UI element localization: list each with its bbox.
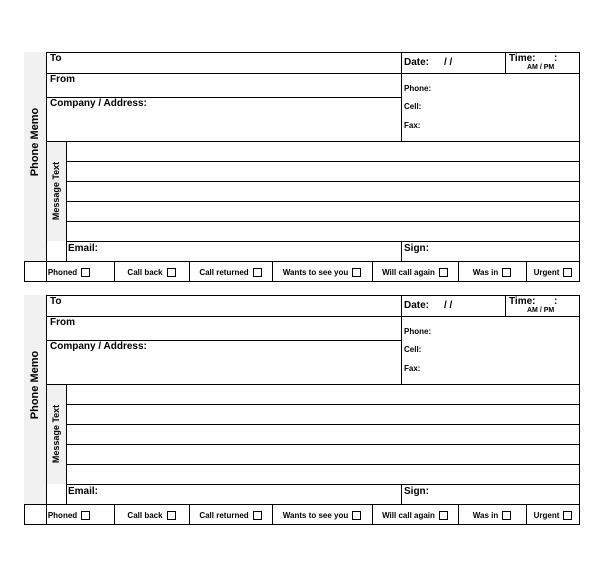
message-left <box>66 141 67 261</box>
message-line-1 <box>66 404 580 405</box>
checkbox-icon[interactable] <box>253 511 262 520</box>
message-line-1 <box>66 161 580 162</box>
border-left <box>46 295 47 525</box>
checkbox-icon[interactable] <box>439 511 448 520</box>
option-label: Was in <box>472 267 499 277</box>
checkbox-icon[interactable] <box>352 511 361 520</box>
checkbox-icon[interactable] <box>502 511 511 520</box>
option-wants-to-see-you[interactable] <box>272 505 372 525</box>
fax-label: Fax: <box>404 364 421 373</box>
checkbox-icon[interactable] <box>502 268 511 277</box>
option-was-in[interactable] <box>458 505 526 525</box>
company-address-label: Company / Address: <box>50 98 147 109</box>
cell-label: Cell: <box>404 345 422 354</box>
option-phoned[interactable] <box>24 262 114 282</box>
right-column-divider <box>401 52 402 141</box>
checkbox-icon[interactable] <box>352 268 361 277</box>
date-separators: / / <box>444 57 453 68</box>
checkbox-icon[interactable] <box>253 268 262 277</box>
phone-memo-form <box>24 295 580 525</box>
option-label: Call returned <box>199 267 249 277</box>
fax-label: Fax: <box>404 121 421 130</box>
sign-divider <box>401 241 402 261</box>
checkbox-icon[interactable] <box>167 511 176 520</box>
option-label: Wants to see you <box>282 510 349 520</box>
option-call-returned[interactable] <box>189 262 272 282</box>
border-left <box>46 52 47 282</box>
time-colon: : <box>554 53 558 64</box>
option-was-in[interactable] <box>458 262 526 282</box>
message-line-3 <box>66 201 580 202</box>
email-sign-top <box>66 241 580 242</box>
phone-memo-form <box>24 52 580 282</box>
sign-divider <box>401 484 402 504</box>
time-divider <box>505 52 506 73</box>
checkbox-icon[interactable] <box>439 268 448 277</box>
from-label: From <box>50 74 75 85</box>
email-sign-top <box>66 484 580 485</box>
option-will-call-again[interactable] <box>372 262 458 282</box>
option-urgent[interactable] <box>526 505 580 525</box>
from-label: From <box>50 317 75 328</box>
date-divider <box>401 73 579 74</box>
checkbox-icon[interactable] <box>81 511 90 520</box>
border-right <box>579 52 580 282</box>
am-pm-label: AM / PM <box>527 64 555 71</box>
to-divider <box>46 73 401 74</box>
option-call-back[interactable] <box>114 505 189 525</box>
checkbox-icon[interactable] <box>563 268 572 277</box>
option-label: Urgent <box>533 267 560 277</box>
option-phoned[interactable] <box>24 505 114 525</box>
email-label: Email: <box>68 486 99 497</box>
message-line-2 <box>66 424 580 425</box>
option-call-back[interactable] <box>114 262 189 282</box>
memo-title: Phone Memo <box>29 350 41 420</box>
header-bottom <box>46 141 580 142</box>
sign-label: Sign: <box>404 243 429 254</box>
time-label: Time: <box>509 296 536 307</box>
message-line-2 <box>66 181 580 182</box>
time-divider <box>505 295 506 316</box>
message-line-3 <box>66 444 580 445</box>
option-label: Will call again <box>382 510 435 520</box>
message-text-label: Message Text <box>51 404 61 464</box>
time-label: Time: <box>509 53 536 64</box>
checkbox-icon[interactable] <box>167 268 176 277</box>
email-label: Email: <box>68 243 99 254</box>
cell-label: Cell: <box>404 102 422 111</box>
option-label: Call back <box>127 510 163 520</box>
message-line-4 <box>66 221 580 222</box>
memo-title: Phone Memo <box>29 107 41 177</box>
checkbox-icon[interactable] <box>81 268 90 277</box>
message-left <box>66 384 67 504</box>
date-divider <box>401 316 579 317</box>
right-column-divider <box>401 295 402 384</box>
border-right <box>579 295 580 525</box>
option-label: Phoned <box>47 267 78 277</box>
option-label: Was in <box>472 510 499 520</box>
message-line-4 <box>66 464 580 465</box>
option-label: Wants to see you <box>282 267 349 277</box>
sign-label: Sign: <box>404 486 429 497</box>
checkbox-icon[interactable] <box>563 511 572 520</box>
option-call-returned[interactable] <box>189 505 272 525</box>
date-label: Date: <box>404 57 430 68</box>
option-label: Call returned <box>199 510 249 520</box>
company-address-label: Company / Address: <box>50 341 147 352</box>
option-label: Urgent <box>533 510 560 520</box>
header-bottom <box>46 384 580 385</box>
phone-label: Phone: <box>404 327 432 336</box>
time-colon: : <box>554 296 558 307</box>
border-top <box>46 52 580 53</box>
to-label: To <box>50 53 62 64</box>
to-divider <box>46 316 401 317</box>
date-separators: / / <box>444 300 453 311</box>
am-pm-label: AM / PM <box>527 307 555 314</box>
message-text-label: Message Text <box>51 161 61 221</box>
option-label: Phoned <box>47 510 78 520</box>
option-wants-to-see-you[interactable] <box>272 262 372 282</box>
option-will-call-again[interactable] <box>372 505 458 525</box>
option-urgent[interactable] <box>526 262 580 282</box>
border-top <box>46 295 580 296</box>
phone-label: Phone: <box>404 84 432 93</box>
option-label: Call back <box>127 267 163 277</box>
option-label: Will call again <box>382 267 435 277</box>
to-label: To <box>50 296 62 307</box>
date-label: Date: <box>404 300 430 311</box>
